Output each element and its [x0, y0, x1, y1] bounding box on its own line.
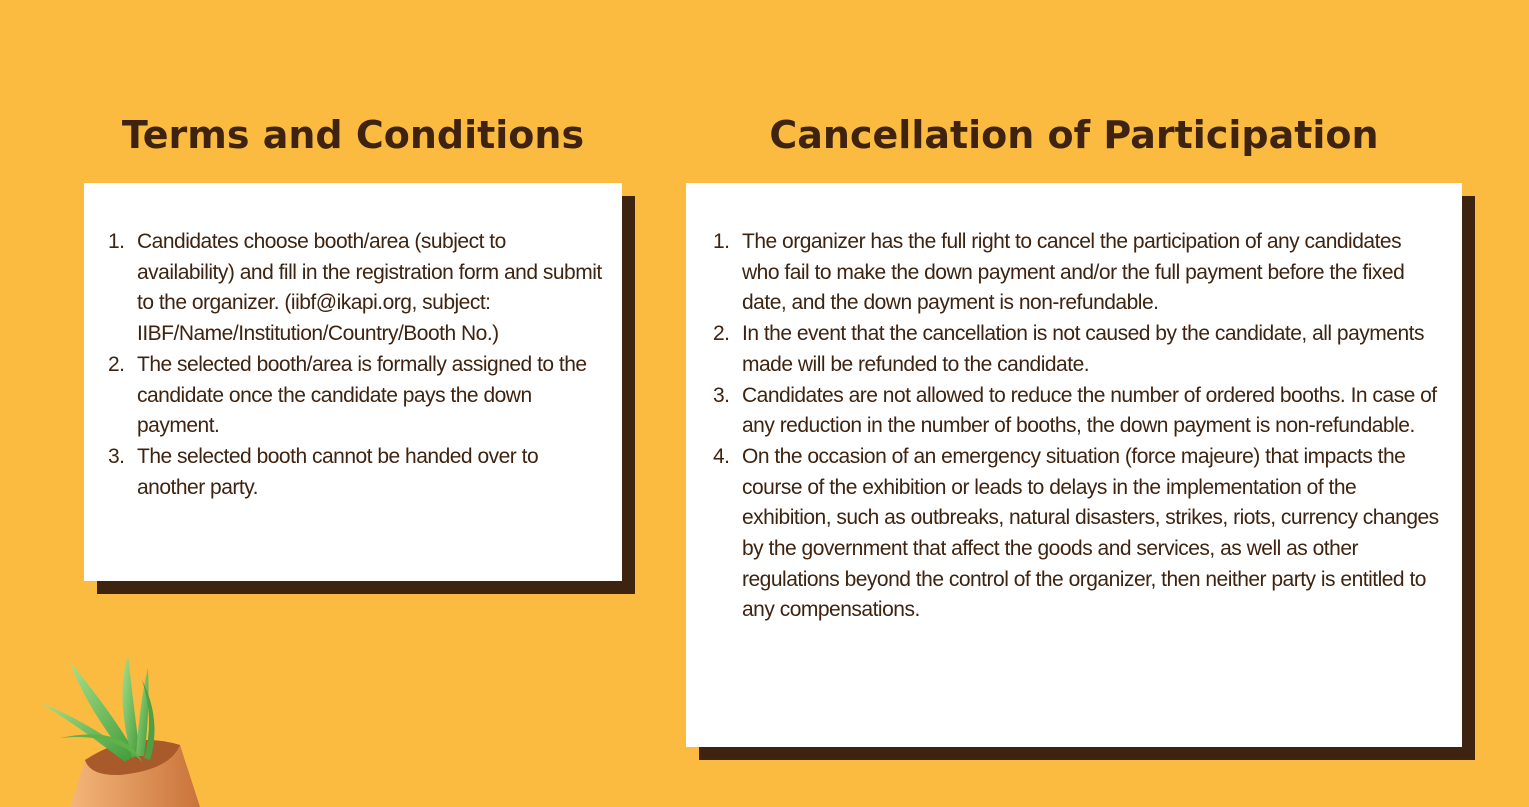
- terms-item-text: Candidates choose booth/area (subject to availability) and fill in the registration form and submit to the organizer. (iibf@ikapi.org, subject: IIBF/Name/Institution/Country/Booth No.): [137, 230, 602, 346]
- cancellation-item-text: Candidates are not allowed to reduce the number of ordered booths. In case of any reduction in the number of booths, the down payment is non-refundable.: [742, 383, 1437, 438]
- cancellation-title: Cancellation of Participation: [769, 113, 1379, 157]
- potted-plant-icon: [30, 650, 220, 807]
- cancellation-item-1: [713, 227, 1442, 319]
- cancellation-item-number: 1.: [713, 230, 730, 253]
- terms-item-number: 3.: [108, 444, 125, 468]
- terms-item-text: The selected booth/area is formally assigned to the candidate once the candidate pays the down payment.: [137, 352, 587, 438]
- terms-item-number: 2.: [108, 352, 125, 376]
- cancellation-item-3: [713, 381, 1442, 442]
- terms-title: Terms and Conditions: [121, 113, 585, 157]
- cancellation-item-number: 3.: [713, 383, 730, 407]
- cancellation-item-text: The organizer has the full right to cancel the participation of any candidates who fail to make the down payment and/or the full payment before the fixed date, and the down payment is non-refundable.: [742, 230, 1405, 315]
- cancellation-item-text: On the occasion of an emergency situation (force majeure) that impacts the course of the exhibition or leads to delays in the implementation of the exhibition, such as outbreaks, natural disasters, strikes, riots, currency changes by the government that affect the goods and services, as well as other regulations beyond the control of the organizer, then neither party is entitled to any compensations.: [742, 444, 1439, 622]
- cancellation-item-4: [713, 442, 1442, 626]
- cancellation-item-number: 4.: [713, 444, 730, 468]
- terms-item-number: 1.: [108, 230, 125, 253]
- terms-card: [84, 183, 622, 581]
- cancellation-item-text: In the event that the cancellation is not caused by the candidate, all payments made will be refunded to the candidate.: [742, 322, 1424, 376]
- terms-list: [108, 227, 602, 503]
- cancellation-item-number: 2.: [713, 322, 730, 346]
- cancellation-card: [686, 183, 1462, 747]
- cancellation-item-2: [713, 319, 1442, 380]
- terms-item-2: [108, 350, 602, 442]
- terms-item-1: [108, 227, 602, 350]
- terms-item-3: [108, 442, 602, 503]
- terms-item-text: The selected booth cannot be handed over to another party.: [137, 444, 539, 499]
- cancellation-list: [713, 227, 1442, 626]
